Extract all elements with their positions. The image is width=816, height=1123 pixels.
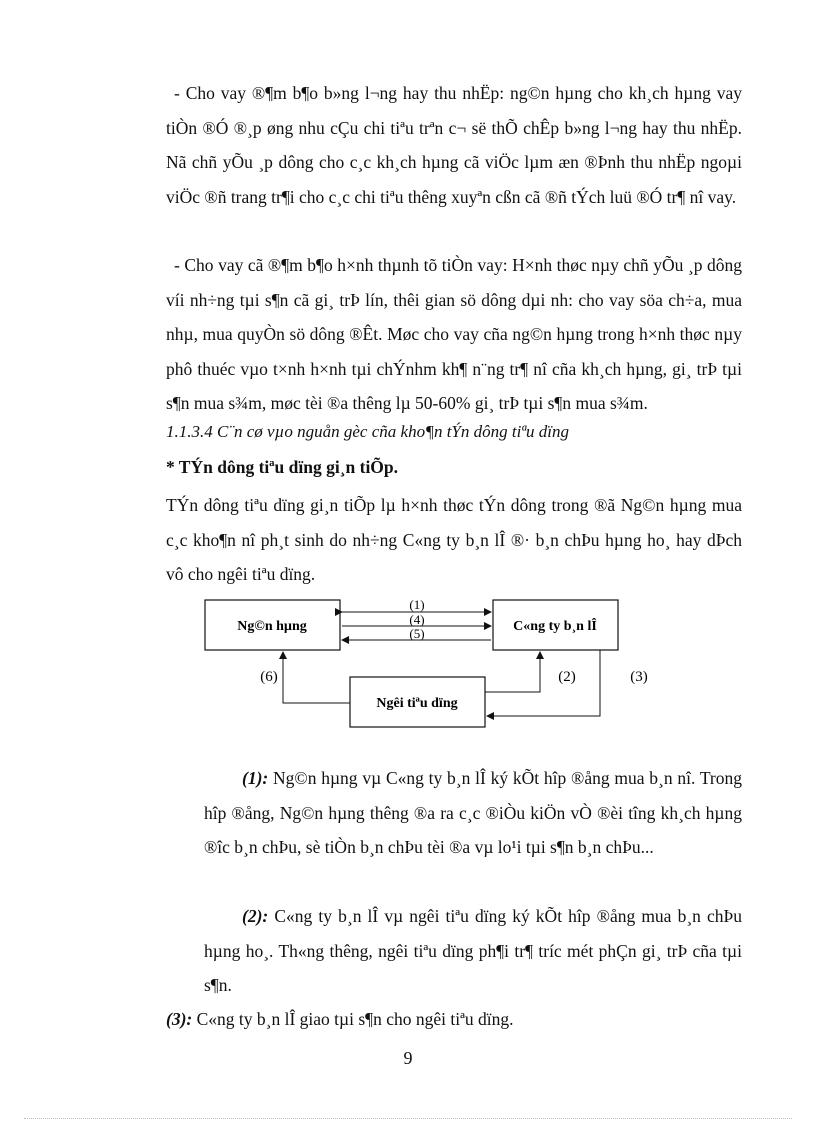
step-3-text: C«ng ty b¸n lÎ giao tµi s¶n cho ngêi tiªu dïng. bbox=[196, 1009, 514, 1029]
subsection-heading-indirect-credit: * TÝn dông tiªu dïng gi¸n tiÕp. bbox=[166, 457, 399, 477]
bank-label: Ng©n hµng bbox=[237, 619, 307, 634]
indirect-credit-diagram bbox=[195, 590, 648, 730]
paragraph-indirect-definition: TÝn dông tiªu dïng gi¸n tiÕp lµ h×nh thøc tÝn dông trong ®ã Ng©n hµng mua c¸c kho¶n nî ph¸t sinh do nh÷ng C«ng ty b¸n lÎ ®· b¸n chÞu hµng ho¸ hay dÞch vô cho ngêi tiªu dïng. bbox=[166, 495, 742, 584]
step-3-label: (3): bbox=[166, 1009, 193, 1029]
page-number: 9 bbox=[403, 1048, 413, 1068]
arrow-6 bbox=[283, 652, 350, 703]
section-heading-1-1-3-4: 1.1.3.4 C¨n cø vµo nguån gèc cña kho¶n tÝn dông tiªu dïng bbox=[166, 422, 569, 441]
label-6: (6) bbox=[260, 669, 278, 685]
step-3 bbox=[166, 1002, 742, 1037]
label-4: (4) bbox=[409, 612, 425, 627]
label-1: (1) bbox=[409, 597, 425, 612]
page-border-dotted bbox=[24, 1118, 792, 1119]
step-1-label: (1): bbox=[242, 768, 269, 788]
step-1 bbox=[204, 761, 742, 865]
paragraph-secured-salary: - Cho vay ®¶m b¶o b»ng l¬ng hay thu nhËp: ng©n hµng cho kh¸ch hµng vay tiÒn ®Ó ®¸p øng nhu cÇu chi tiªu trªn c¬ së thÕ chÊp b»ng l¬ng hay thu nhËp. Nã chñ yÕu ¸p dông cho c¸c kh¸ch hµng cã viÖc lµm æn ®Þnh thu nhËp ngoµi viÖc ®ñ trang tr¶i cho c¸c chi tiªu thêng xuyªn cßn cã ®ñ tÝch luü ®Ó tr¶ nî vay. bbox=[166, 83, 742, 207]
label-5: (5) bbox=[409, 626, 425, 641]
retailer-label: C«ng ty b¸n lÎ bbox=[513, 619, 597, 634]
label-2: (2) bbox=[558, 669, 576, 685]
step-1-text: Ng©n hµng vµ C«ng ty b¸n lÎ ký kÕt hîp ®ång mua b¸n nî. Trong hîp ®ång, Ng©n hµng thêng ®a ra c¸c ®iÒu kiÖn vÒ ®èi tîng kh¸ch hµng ®îc b¸n chÞu, sè tiÒn b¸n chÞu tèi ®a vµ lo¹i tµi s¶n b¸n chÞu... bbox=[204, 768, 743, 857]
arrow-3 bbox=[487, 650, 600, 716]
step-2-label: (2): bbox=[242, 906, 269, 926]
step-2 bbox=[204, 899, 742, 1003]
step-2-text: C«ng ty b¸n lÎ vµ ngêi tiªu dïng ký kÕt hîp ®ång mua b¸n chÞu hµng ho¸. Th«ng thêng, ngêi tiªu dïng ph¶i tr¶ tríc mét phÇn gi¸ trÞ cña tµi s¶n. bbox=[204, 906, 743, 995]
label-3: (3) bbox=[630, 669, 648, 685]
paragraph-secured-asset: - Cho vay cã ®¶m b¶o h×nh thµnh tõ tiÒn vay: H×nh thøc nµy chñ yÕu ¸p dông víi nh÷ng tµi s¶n cã gi¸ trÞ lín, thêi gian sö dông dµi nh: cho vay söa ch÷a, mua nhµ, mua quyÒn sö dông ®Êt. Møc cho vay cña ng©n hµng trong h×nh thøc nµy phô thuéc vµo t×nh h×nh tµi chÝnhm kh¶ n¨ng tr¶ nî cña kh¸ch hµng, gi¸ trÞ tµi s¶n mua s¾m, møc tèi ®a thêng lµ 50-60% gi¸ trÞ tµi s¶n mua s¾m. bbox=[166, 255, 742, 413]
arrow-2 bbox=[485, 652, 540, 692]
consumer-label: Ngêi tiªu dïng bbox=[376, 696, 458, 711]
